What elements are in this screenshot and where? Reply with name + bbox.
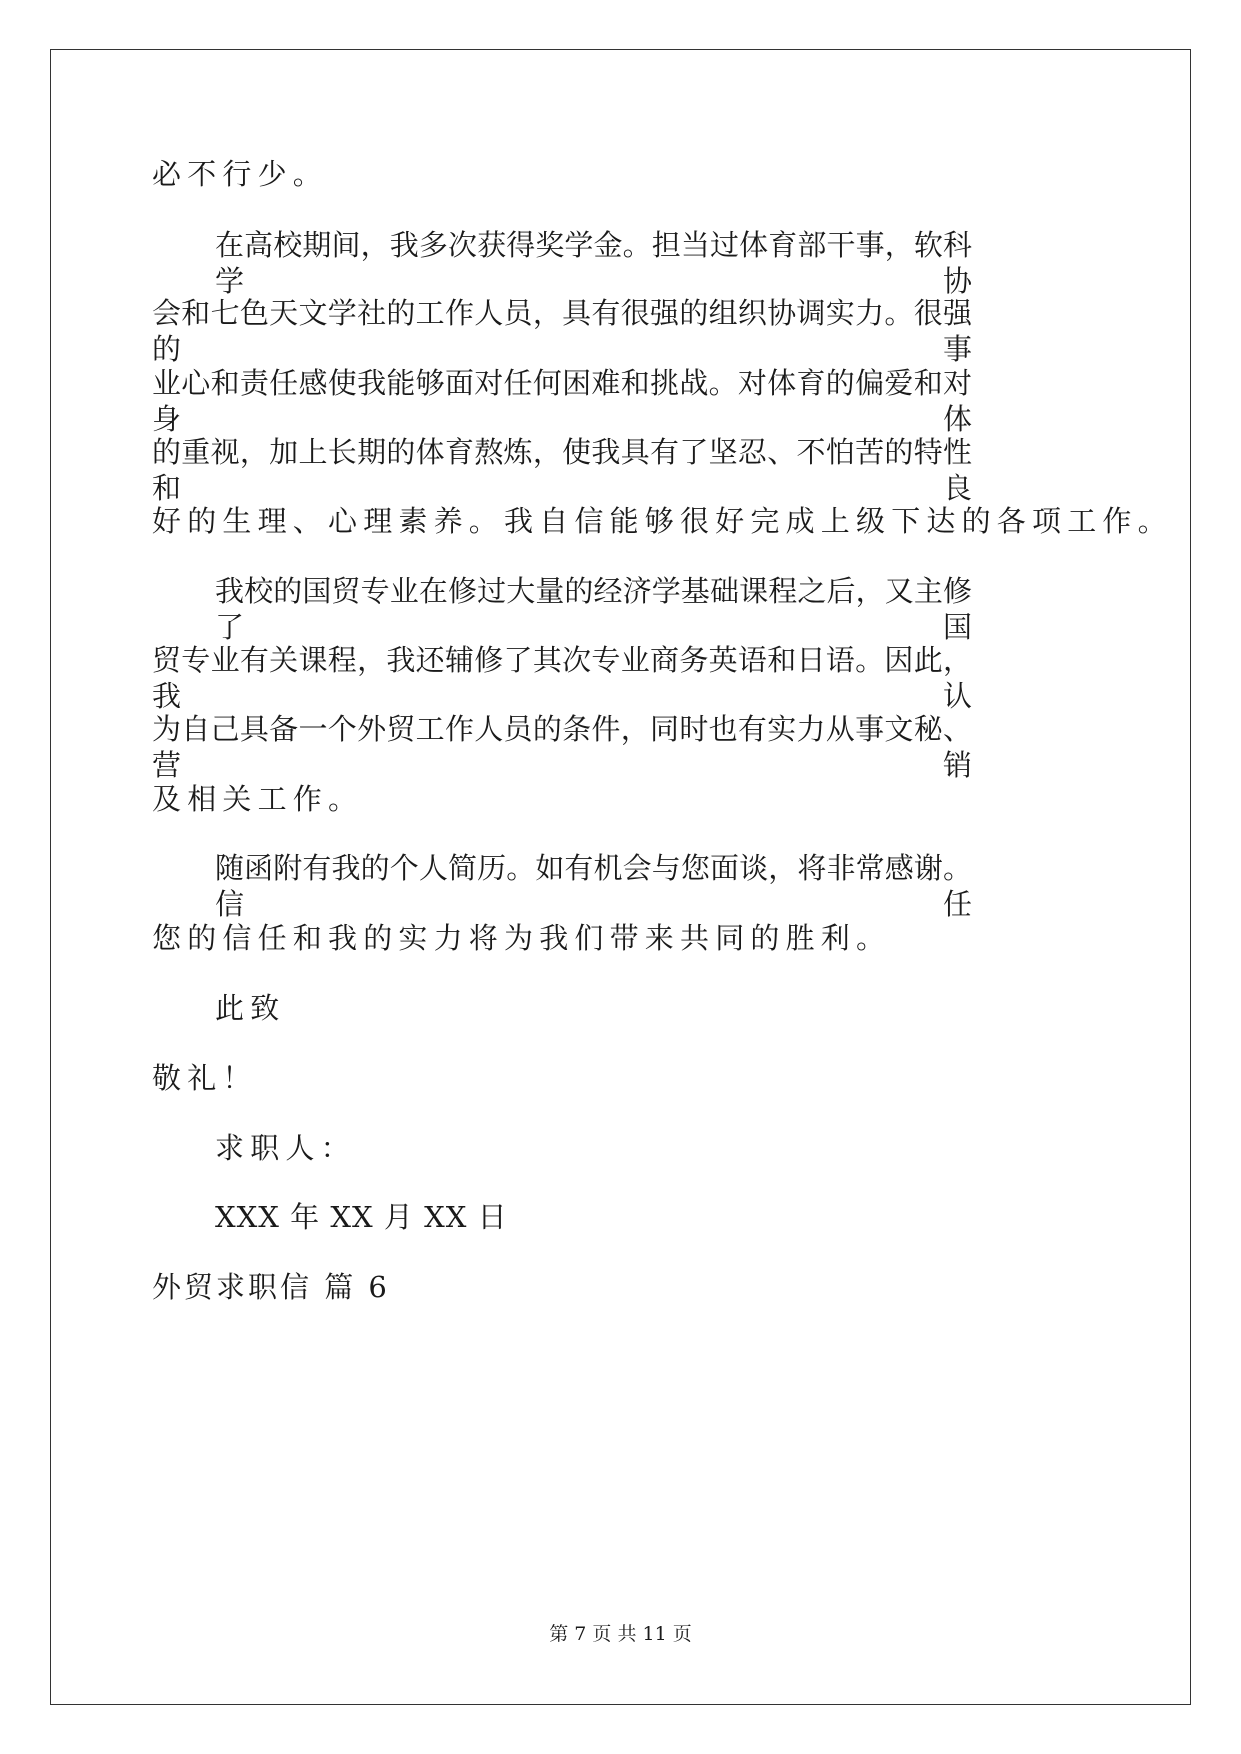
text-line: 好的生理、心理素养。我自信能够很好完成上级下达的各项工作。 [152,504,1173,538]
text-line: 您的信任和我的实力将为我们带来共同的胜利。 [152,921,892,955]
closing-salutation: 此致 [215,991,286,1025]
text-line: 在高校期间，我多次获得奖学金。担当过体育部干事，软科学协 [215,228,972,298]
text-line: 必不行少。 [152,157,329,191]
text-line: 会和七色天文学社的工作人员，具有很强的组织协调实力。很强的事 [152,296,972,366]
text-line: 业心和责任感使我能够面对任何困难和挑战。对体育的偏爱和对身体 [152,366,972,436]
page-footer: 第 7 页 共 11 页 [549,1623,692,1645]
signature-label: 求职人： [215,1131,356,1165]
text-line: 随函附有我的个人简历。如有机会与您面谈，将非常感谢。信任 [215,851,972,921]
text-line: 为自己具备一个外贸工作人员的条件，同时也有实力从事文秘、营销 [152,712,972,782]
text-line: 及相关工作。 [152,782,364,816]
text-line: 贸专业有关课程，我还辅修了其次专业商务英语和日语。因此，我认 [152,643,972,713]
text-line: 我校的国贸专业在修过大量的经济学基础课程之后，又主修了国 [215,574,972,644]
date-line: XXX 年 XX 月 XX 日 [215,1200,508,1234]
section-heading: 外贸求职信 篇 6 [152,1270,390,1304]
closing-regards: 敬礼！ [152,1061,258,1095]
text-line: 的重视，加上长期的体育熬炼，使我具有了坚忍、不怕苦的特性和良 [152,435,972,505]
